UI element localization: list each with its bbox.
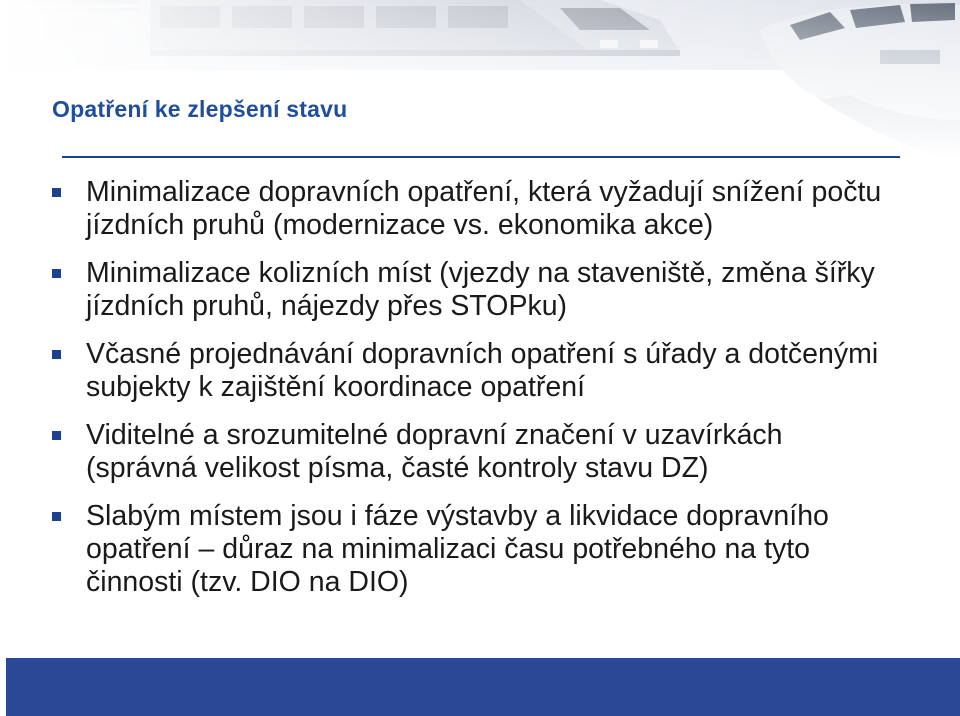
bullet-item [50, 257, 930, 323]
square-bullet-icon [52, 431, 61, 440]
title-underline [62, 156, 900, 158]
square-bullet-icon [52, 269, 61, 278]
bullet-item [50, 338, 930, 404]
bullet-item [50, 176, 930, 242]
bullet-text: Slabým místem jsou i fáze výstavby a likvidace dopravního opatření – důraz na minimalizaci času potřebného na tyto činnosti (tzv. DIO na DIO) [86, 500, 829, 598]
bullet-item [50, 419, 930, 485]
header-photo-train-airplane [0, 0, 960, 160]
square-bullet-icon [52, 350, 61, 359]
bullet-text: Minimalizace kolizních míst (vjezdy na staveniště, změna šířky jízdních pruhů, nájezdy přes STOPku) [86, 257, 875, 322]
bullet-list [50, 176, 930, 614]
bullet-text: Minimalizace dopravních opatření, která vyžadují snížení počtu jízdních pruhů (modernizace vs. ekonomika akce) [86, 176, 882, 241]
square-bullet-icon [52, 188, 61, 197]
square-bullet-icon [52, 512, 61, 521]
slide-title: Opatření ke zlepšení stavu [52, 96, 348, 122]
bullet-text: Viditelné a srozumitelné dopravní značení v uzavírkách (správná velikost písma, časté kontroly stavu DZ) [86, 419, 783, 484]
bullet-text: Včasné projednávání dopravních opatření s úřady a dotčenými subjekty k zajištění koordinace opatření [86, 338, 879, 403]
bullet-item [50, 500, 930, 599]
footer-band [6, 658, 960, 716]
